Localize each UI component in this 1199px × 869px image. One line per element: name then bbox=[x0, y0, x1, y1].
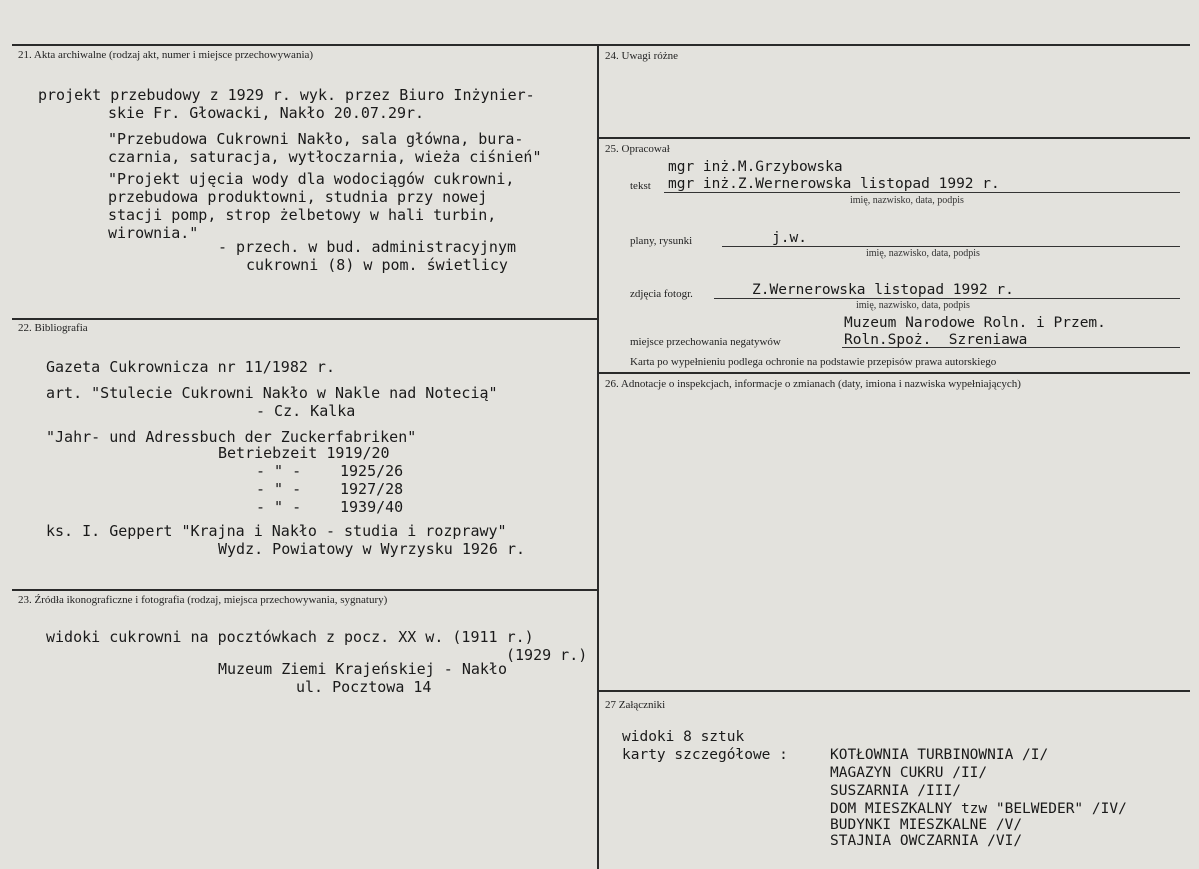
copyright-notice: Karta po wypełnieniu podlega ochronie na podstawie przepisów prawa autorskiego bbox=[630, 356, 997, 368]
section-23-header: 23. Źródła ikonograficzne i fotografia (rodzaj, miejsca przechowywania, sygnatury) bbox=[18, 594, 388, 606]
section-25-header: 25. Opracował bbox=[605, 143, 670, 155]
plany-value: j.w. bbox=[772, 230, 807, 246]
sec22-line-4: "Jahr- und Adressbuch der Zuckerfabriken" bbox=[46, 428, 417, 446]
attachment-item-1: KOTŁOWNIA TURBINOWNIA /I/ bbox=[830, 747, 1049, 763]
sec22-line-9: 1927/28 bbox=[340, 480, 404, 498]
zdjecia-label: zdjęcia fotogr. bbox=[630, 288, 693, 300]
author-line-1: mgr inż.M.Grzybowska bbox=[668, 159, 843, 175]
sec21-line-8: wirownia." bbox=[108, 224, 199, 242]
divider-22-23 bbox=[12, 589, 597, 591]
attachment-item-5: BUDYNKI MIESZKALNE /V/ bbox=[830, 817, 1023, 833]
tekst-caption: imię, nazwisko, data, podpis bbox=[850, 195, 964, 206]
section-21-header: 21. Akta archiwalne (rodzaj akt, numer i miejsce przechowywania) bbox=[18, 49, 314, 61]
section-26-header: 26. Adnotacje o inspekcjach, informacje o zmianach (daty, imiona i nazwiska wypełniających) bbox=[605, 378, 1021, 390]
sec22-line-6: - " - bbox=[256, 462, 302, 480]
attachment-item-4: DOM MIESZKALNY tzw "BELWEDER" /IV/ bbox=[830, 801, 1127, 817]
divider-21-22 bbox=[12, 318, 597, 320]
plany-label: plany, rysunki bbox=[630, 235, 693, 247]
attachment-item-6: STAJNIA OWCZARNIA /VI/ bbox=[830, 833, 1023, 849]
attachments-photos: widoki 8 sztuk bbox=[622, 729, 745, 745]
divider-24-25 bbox=[599, 137, 1190, 139]
attachment-item-3: SUSZARNIA /III/ bbox=[830, 783, 961, 799]
sec21-line-4: czarnia, saturacja, wytłoczarnia, wieża ciśnień" bbox=[108, 148, 542, 166]
sec21-line-10: cukrowni (8) w pom. świetlicy bbox=[246, 256, 508, 274]
top-border bbox=[12, 44, 1190, 46]
sec22-line-12: ks. I. Geppert "Krajna i Nakło - studia i rozprawy" bbox=[46, 522, 507, 540]
section-22-header: 22. Bibliografia bbox=[18, 322, 88, 334]
section-24-header: 24. Uwagi różne bbox=[605, 50, 679, 62]
sec22-line-10: - " - bbox=[256, 498, 302, 516]
sec21-line-1: projekt przebudowy z 1929 r. wyk. przez Biuro Inżynier- bbox=[38, 86, 535, 104]
sec21-line-7: stacji pomp, strop żelbetowy w hali turbin, bbox=[108, 206, 497, 224]
miejsce-line-2: Roln.Spoż. Szreniawa bbox=[844, 332, 1028, 348]
sec23-line-1: widoki cukrowni na pocztówkach z pocz. XX w. (1911 r.) bbox=[46, 628, 534, 646]
sec22-line-3: - Cz. Kalka bbox=[256, 402, 356, 420]
zdjecia-caption: imię, nazwisko, data, podpis bbox=[856, 300, 970, 311]
sec21-line-5: "Projekt ujęcia wody dla wodociągów cukrowni, bbox=[108, 170, 515, 188]
sec22-line-13: Wydz. Powiatowy w Wyrzysku 1926 r. bbox=[218, 540, 526, 558]
sec22-line-11: 1939/40 bbox=[340, 498, 404, 516]
column-divider bbox=[597, 44, 599, 869]
sec21-line-3: "Przebudowa Cukrowni Nakło, sala główna, bura- bbox=[108, 130, 524, 148]
miejsce-label: miejsce przechowania negatywów bbox=[630, 336, 781, 348]
sec23-line-2: (1929 r.) bbox=[506, 646, 588, 664]
divider-25-26 bbox=[599, 372, 1190, 374]
sec21-line-6: przebudowa produktowni, studnia przy nowej bbox=[108, 188, 488, 206]
sec21-line-2: skie Fr. Głowacki, Nakło 20.07.29r. bbox=[108, 104, 425, 122]
sec22-line-7: 1925/26 bbox=[340, 462, 404, 480]
miejsce-line-1: Muzeum Narodowe Roln. i Przem. bbox=[844, 315, 1106, 331]
attachment-item-2: MAGAZYN CUKRU /II/ bbox=[830, 765, 988, 781]
sec22-line-8: - " - bbox=[256, 480, 302, 498]
plany-caption: imię, nazwisko, data, podpis bbox=[866, 248, 980, 259]
sec23-line-4: ul. Pocztowa 14 bbox=[296, 678, 432, 696]
tekst-label: tekst bbox=[630, 180, 651, 192]
divider-26-27 bbox=[599, 690, 1190, 692]
attachments-cards-label: karty szczegółowe : bbox=[622, 747, 788, 763]
sec22-line-5: Betriebzeit 1919/20 bbox=[218, 444, 390, 462]
section-27-header: 27 Załączniki bbox=[605, 699, 666, 711]
sec23-line-3: Muzeum Ziemi Krajeńskiej - Nakło bbox=[218, 660, 507, 678]
zdjecia-value: Z.Wernerowska listopad 1992 r. bbox=[752, 282, 1014, 298]
sec22-line-2: art. "Stulecie Cukrowni Nakło w Nakle nad Notecią" bbox=[46, 384, 498, 402]
author-line-2: mgr inż.Z.Wernerowska listopad 1992 r. bbox=[668, 176, 1000, 192]
sec21-line-9: - przech. w bud. administracyjnym bbox=[218, 238, 517, 256]
sec22-line-1: Gazeta Cukrownicza nr 11/1982 r. bbox=[46, 358, 335, 376]
